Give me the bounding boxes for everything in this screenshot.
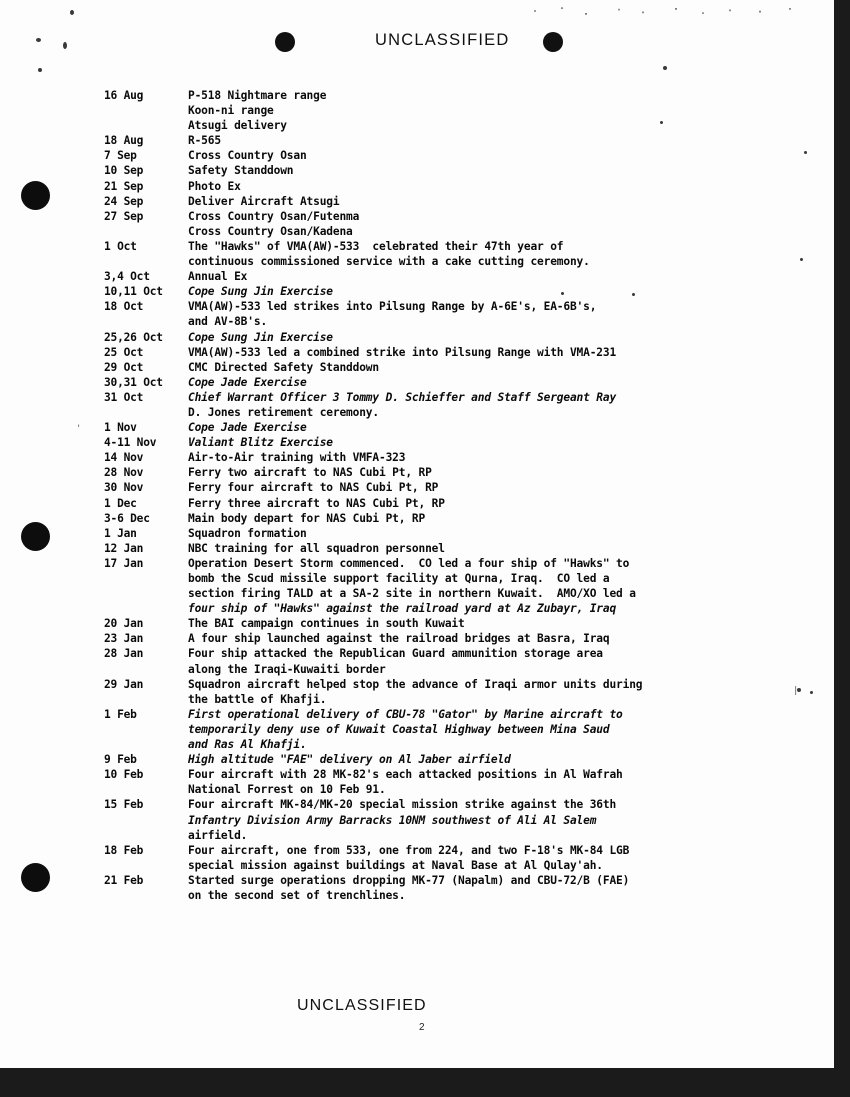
entry-description	[188, 496, 804, 511]
entry-description	[188, 797, 804, 842]
entry-description-line: along the Iraqi-Kuwaiti border	[188, 662, 386, 676]
chronology-entry	[104, 345, 804, 360]
entry-date: 10,11 Oct	[104, 285, 163, 299]
chronology-entry	[104, 435, 804, 450]
chronology-entry	[104, 133, 804, 148]
entry-description-line: National Forrest on 10 Feb 91.	[188, 783, 386, 797]
entry-date: 24 Sep	[104, 194, 144, 208]
entry-description	[188, 148, 804, 163]
entry-description-line: Cope Sung Jin Exercise	[188, 330, 333, 344]
entry-description	[188, 163, 804, 178]
scan-edge-bottom	[0, 1068, 850, 1097]
entry-description-line: A four ship launched against the railroad bridges at Basra, Iraq	[188, 632, 610, 646]
punch-hole	[21, 863, 50, 892]
entry-description	[188, 646, 804, 676]
chronology-entry	[104, 873, 804, 903]
scan-speck	[38, 68, 42, 72]
entry-description-line: Safety Standdown	[188, 164, 294, 178]
entry-date: 1 Nov	[104, 421, 137, 435]
chronology-entry	[104, 843, 804, 873]
entry-description-line: R-565	[188, 134, 221, 148]
entry-date: 27 Sep	[104, 209, 144, 223]
punch-hole	[21, 181, 50, 210]
entry-date: 31 Oct	[104, 390, 144, 404]
entry-description	[188, 465, 804, 480]
entry-description	[188, 767, 804, 797]
entry-description-line: D. Jones retirement ceremony.	[188, 405, 379, 419]
entry-description-line: The BAI campaign continues in south Kuwait	[188, 617, 465, 631]
scan-speck	[63, 42, 67, 49]
chronology-entry	[104, 194, 804, 209]
entry-description-line: Deliver Aircraft Atsugi	[188, 194, 340, 208]
chronology-entry	[104, 752, 804, 767]
chronology-entry	[104, 284, 804, 299]
chronology-entry	[104, 677, 804, 707]
entry-description-line: and Ras Al Khafji.	[188, 738, 307, 752]
chronology-entry	[104, 767, 804, 797]
entry-description-line: continuous commissioned service with a cake cutting ceremony.	[188, 255, 590, 269]
entry-description	[188, 450, 804, 465]
entry-date: 1 Jan	[104, 526, 137, 540]
entry-description-line: VMA(AW)-533 led a combined strike into Pilsung Range with VMA-231	[188, 345, 617, 359]
entry-date: 29 Oct	[104, 360, 144, 374]
entry-date: 18 Aug	[104, 134, 144, 148]
entry-description-line: Four aircraft, one from 533, one from 224, and two F-18's MK-84 LGB	[188, 843, 630, 857]
chronology-entry	[104, 88, 804, 133]
entry-description-line: Cross Country Osan/Futenma	[188, 209, 360, 223]
entry-description	[188, 284, 804, 299]
entry-description-line: Koon-ni range	[188, 104, 274, 118]
entry-description	[188, 752, 804, 767]
margin-mark-left: '	[76, 424, 82, 434]
entry-description-line: CMC Directed Safety Standdown	[188, 360, 379, 374]
entry-date: 12 Jan	[104, 541, 144, 555]
entry-description	[188, 390, 804, 420]
entry-description	[188, 556, 804, 616]
entry-description-line: Cope Jade Exercise	[188, 375, 307, 389]
entry-description	[188, 299, 804, 329]
entry-description-line: Infantry Division Army Barracks 10NM southwest of Ali Al Salem	[188, 813, 597, 827]
chronology-entry	[104, 616, 804, 631]
entry-date: 23 Jan	[104, 632, 144, 646]
entry-date: 3,4 Oct	[104, 270, 150, 284]
chronology-entry	[104, 480, 804, 495]
entry-description-line: Cope Sung Jin Exercise	[188, 285, 333, 299]
entry-description	[188, 420, 804, 435]
entry-description-line: four ship of "Hawks" against the railroad yard at Az Zubayr, Iraq	[188, 602, 617, 616]
entry-date: 7 Sep	[104, 149, 137, 163]
chronology-entry-list	[104, 88, 804, 903]
entry-description-line: temporarily deny use of Kuwait Coastal Highway between Mina Saud	[188, 722, 610, 736]
entry-description-line: Cope Jade Exercise	[188, 421, 307, 435]
entry-description-line: Main body depart for NAS Cubi Pt, RP	[188, 511, 426, 525]
scan-edge-right	[834, 0, 850, 1097]
entry-date: 1 Oct	[104, 239, 137, 253]
chronology-entry	[104, 526, 804, 541]
chronology-entry	[104, 330, 804, 345]
entry-description	[188, 677, 804, 707]
entry-date: 21 Feb	[104, 873, 144, 887]
entry-description-line: Ferry four aircraft to NAS Cubi Pt, RP	[188, 481, 439, 495]
entry-description	[188, 269, 804, 284]
entry-description-line: Ferry three aircraft to NAS Cubi Pt, RP	[188, 496, 445, 510]
entry-description-line: NBC training for all squadron personnel	[188, 541, 445, 555]
entry-description	[188, 616, 804, 631]
chronology-entry	[104, 420, 804, 435]
entry-description	[188, 541, 804, 556]
scan-speck	[810, 691, 813, 694]
scan-speck	[70, 10, 74, 15]
entry-date: 30 Nov	[104, 481, 144, 495]
margin-mark-right: |	[793, 686, 799, 696]
entry-description-line: Four aircraft with 28 MK-82's each attacked positions in Al Wafrah	[188, 768, 623, 782]
entry-description-line: Valiant Blitz Exercise	[188, 436, 333, 450]
entry-date: 9 Feb	[104, 753, 137, 767]
entry-date: 25 Oct	[104, 345, 144, 359]
entry-description-line: Squadron formation	[188, 526, 307, 540]
entry-description-line: and AV-8B's.	[188, 315, 268, 329]
entry-description-line: section firing TALD at a SA-2 site in northern Kuwait. AMO/XO led a	[188, 587, 636, 601]
entry-description	[188, 375, 804, 390]
chronology-entry	[104, 299, 804, 329]
entry-description	[188, 330, 804, 345]
entry-description-line: High altitude "FAE" delivery on Al Jaber airfield	[188, 753, 511, 767]
entry-description-line: P-518 Nightmare range	[188, 89, 327, 102]
chronology-entry	[104, 179, 804, 194]
scan-speck	[804, 151, 807, 154]
page-number: 2	[419, 1022, 425, 1033]
chronology-entry	[104, 209, 804, 239]
chronology-entry	[104, 556, 804, 616]
chronology-entry	[104, 646, 804, 676]
entry-date: 29 Jan	[104, 677, 144, 691]
entry-date: 16 Aug	[104, 89, 144, 102]
entry-date: 4-11 Nov	[104, 436, 157, 450]
entry-date: 3-6 Dec	[104, 511, 150, 525]
entry-description	[188, 194, 804, 209]
entry-description-line: Operation Desert Storm commenced. CO led a four ship of "Hawks" to	[188, 556, 630, 570]
classification-banner-top: UNCLASSIFIED	[375, 31, 510, 49]
chronology-entry	[104, 511, 804, 526]
chronology-entry	[104, 269, 804, 284]
chronology-entry	[104, 390, 804, 420]
chronology-entry	[104, 148, 804, 163]
chronology-entry	[104, 360, 804, 375]
entry-description-line: Cross Country Osan	[188, 149, 307, 163]
entry-description-line: Photo Ex	[188, 179, 241, 193]
header-marker-dot	[275, 32, 295, 52]
entry-date: 18 Oct	[104, 300, 144, 314]
chronology-entry	[104, 496, 804, 511]
entry-date: 10 Feb	[104, 768, 144, 782]
entry-description	[188, 631, 804, 646]
entry-description-line: Atsugi delivery	[188, 119, 287, 133]
entry-description-line: Annual Ex	[188, 270, 248, 284]
chronology-entry	[104, 541, 804, 556]
entry-description	[188, 179, 804, 194]
entry-description-line: bomb the Scud missile support facility at Qurna, Iraq. CO led a	[188, 572, 610, 585]
entry-description-line: the battle of Khafji.	[188, 692, 327, 706]
entry-description	[188, 209, 804, 239]
entry-description-line: Four aircraft MK-84/MK-20 special mission strike against the 36th	[188, 798, 617, 812]
entry-description-line: Four ship attacked the Republican Guard ammunition storage area	[188, 647, 603, 661]
classification-banner-bottom: UNCLASSIFIED	[297, 997, 427, 1014]
entry-date: 28 Nov	[104, 466, 144, 480]
entry-description	[188, 239, 804, 269]
entry-description	[188, 873, 804, 903]
entry-description	[188, 707, 804, 752]
chronology-entry	[104, 631, 804, 646]
entry-description	[188, 133, 804, 148]
entry-date: 21 Sep	[104, 179, 144, 193]
entry-description-line: airfield.	[188, 828, 248, 842]
entry-description	[188, 88, 804, 133]
entry-description-line: First operational delivery of CBU-78 "Gator" by Marine aircraft to	[188, 707, 623, 721]
chronology-entry	[104, 465, 804, 480]
scan-noise-top	[520, 4, 820, 18]
chronology-entry	[104, 707, 804, 752]
entry-description	[188, 360, 804, 375]
entry-description	[188, 843, 804, 873]
chronology-entry	[104, 163, 804, 178]
entry-description-line: Ferry two aircraft to NAS Cubi Pt, RP	[188, 466, 432, 480]
entry-date: 10 Sep	[104, 164, 144, 178]
entry-description-line: Started surge operations dropping MK-77 (Napalm) and CBU-72/B (FAE)	[188, 873, 630, 887]
chronology-entry	[104, 450, 804, 465]
scan-speck	[663, 66, 667, 70]
punch-hole	[21, 522, 50, 551]
entry-date: 28 Jan	[104, 647, 144, 661]
entry-date: 30,31 Oct	[104, 375, 163, 389]
entry-date: 15 Feb	[104, 798, 144, 812]
entry-description-line: The "Hawks" of VMA(AW)-533 celebrated their 47th year of	[188, 239, 564, 253]
entry-date: 20 Jan	[104, 617, 144, 631]
entry-description	[188, 435, 804, 450]
scan-speck	[36, 38, 41, 42]
chronology-entry	[104, 375, 804, 390]
entry-description	[188, 511, 804, 526]
entry-description	[188, 526, 804, 541]
header-marker-dot	[543, 32, 563, 52]
entry-date: 14 Nov	[104, 451, 144, 465]
entry-description-line: Cross Country Osan/Kadena	[188, 224, 353, 238]
entry-description-line: VMA(AW)-533 led strikes into Pilsung Range by A-6E's, EA-6B's,	[188, 300, 597, 314]
entry-date: 17 Jan	[104, 556, 144, 570]
entry-description-line: Squadron aircraft helped stop the advance of Iraqi armor units during	[188, 677, 643, 691]
entry-date: 18 Feb	[104, 843, 144, 857]
entry-date: 1 Dec	[104, 496, 137, 510]
entry-description-line: special mission against buildings at Naval Base at Al Qulay'ah.	[188, 858, 603, 872]
entry-description-line: on the second set of trenchlines.	[188, 888, 406, 902]
entry-date: 25,26 Oct	[104, 330, 163, 344]
entry-date: 1 Feb	[104, 707, 137, 721]
entry-description	[188, 480, 804, 495]
chronology-entry	[104, 239, 804, 269]
entry-description	[188, 345, 804, 360]
chronology-entry	[104, 797, 804, 842]
entry-description-line: Air-to-Air training with VMFA-323	[188, 451, 406, 465]
entry-description-line: Chief Warrant Officer 3 Tommy D. Schieffer and Staff Sergeant Ray	[188, 390, 617, 404]
